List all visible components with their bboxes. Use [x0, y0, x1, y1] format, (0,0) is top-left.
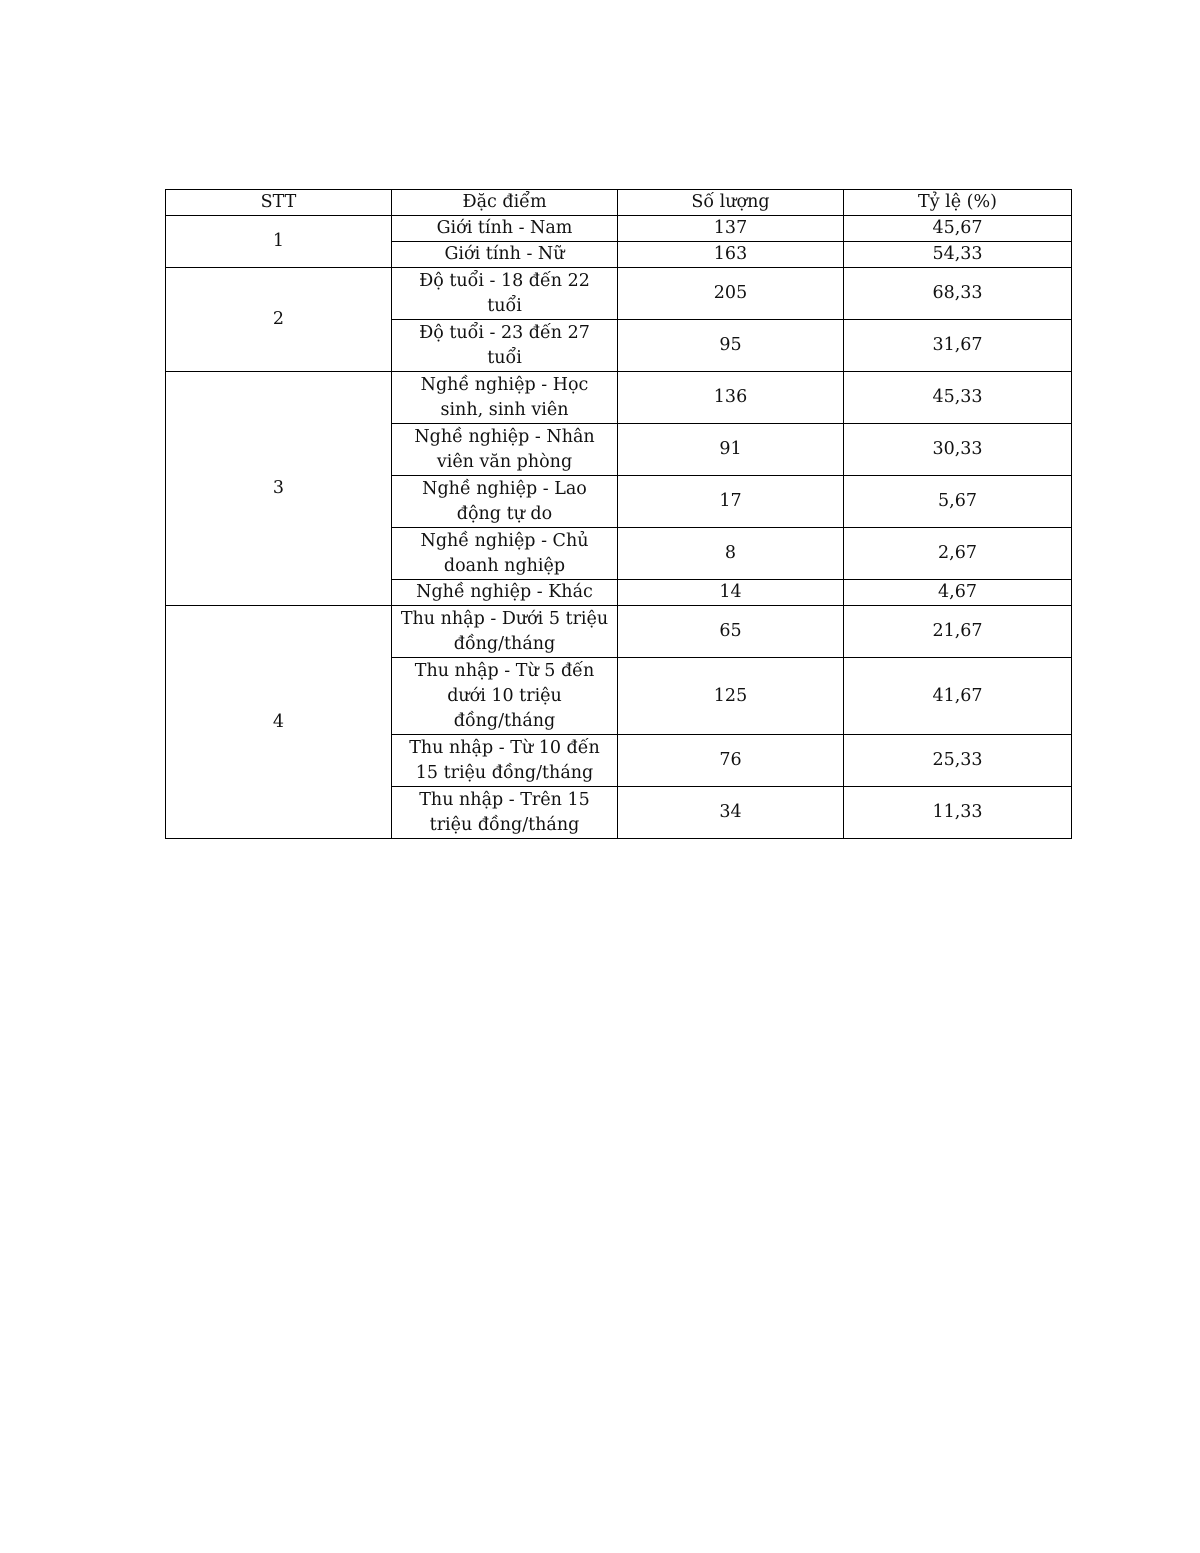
count-cell: 17 — [618, 476, 844, 528]
header-percent: Tỷ lệ (%) — [844, 190, 1072, 216]
percent-cell: 68,33 — [844, 268, 1072, 320]
feature-cell: Giới tính - Nữ — [392, 242, 618, 268]
feature-cell: Độ tuổi - 23 đến 27 tuổi — [392, 320, 618, 372]
feature-cell: Nghề nghiệp - Chủ doanh nghiệp — [392, 528, 618, 580]
table-row — [166, 268, 1072, 320]
feature-cell: Giới tính - Nam — [392, 216, 618, 242]
header-feature: Đặc điểm — [392, 190, 618, 216]
demographics-table — [165, 189, 1072, 839]
header-count: Số lượng — [618, 190, 844, 216]
stt-cell: 3 — [166, 372, 392, 606]
percent-cell: 45,33 — [844, 372, 1072, 424]
stt-cell: 4 — [166, 606, 392, 839]
count-cell: 8 — [618, 528, 844, 580]
count-cell: 137 — [618, 216, 844, 242]
feature-cell: Thu nhập - Từ 5 đến dưới 10 triệu đồng/tháng — [392, 658, 618, 735]
percent-cell: 45,67 — [844, 216, 1072, 242]
feature-cell: Nghề nghiệp - Nhân viên văn phòng — [392, 424, 618, 476]
count-cell: 205 — [618, 268, 844, 320]
feature-cell: Nghề nghiệp - Lao động tự do — [392, 476, 618, 528]
percent-cell: 54,33 — [844, 242, 1072, 268]
count-cell: 65 — [618, 606, 844, 658]
table-header — [166, 190, 1072, 216]
count-cell: 125 — [618, 658, 844, 735]
percent-cell: 41,67 — [844, 658, 1072, 735]
count-cell: 163 — [618, 242, 844, 268]
feature-cell: Nghề nghiệp - Khác — [392, 580, 618, 606]
count-cell: 91 — [618, 424, 844, 476]
stt-cell: 2 — [166, 268, 392, 372]
table-body — [166, 216, 1072, 839]
feature-cell: Độ tuổi - 18 đến 22 tuổi — [392, 268, 618, 320]
table-row — [166, 606, 1072, 658]
percent-cell: 30,33 — [844, 424, 1072, 476]
feature-cell: Nghề nghiệp - Học sinh, sinh viên — [392, 372, 618, 424]
table-row — [166, 372, 1072, 424]
percent-cell: 2,67 — [844, 528, 1072, 580]
percent-cell: 4,67 — [844, 580, 1072, 606]
percent-cell: 11,33 — [844, 787, 1072, 839]
percent-cell: 25,33 — [844, 735, 1072, 787]
stt-cell: 1 — [166, 216, 392, 268]
header-stt: STT — [166, 190, 392, 216]
table-row — [166, 216, 1072, 242]
count-cell: 76 — [618, 735, 844, 787]
count-cell: 136 — [618, 372, 844, 424]
percent-cell: 5,67 — [844, 476, 1072, 528]
count-cell: 14 — [618, 580, 844, 606]
percent-cell: 31,67 — [844, 320, 1072, 372]
count-cell: 95 — [618, 320, 844, 372]
percent-cell: 21,67 — [844, 606, 1072, 658]
count-cell: 34 — [618, 787, 844, 839]
feature-cell: Thu nhập - Từ 10 đến 15 triệu đồng/tháng — [392, 735, 618, 787]
feature-cell: Thu nhập - Dưới 5 triệu đồng/tháng — [392, 606, 618, 658]
header-row — [166, 190, 1072, 216]
feature-cell: Thu nhập - Trên 15 triệu đồng/tháng — [392, 787, 618, 839]
